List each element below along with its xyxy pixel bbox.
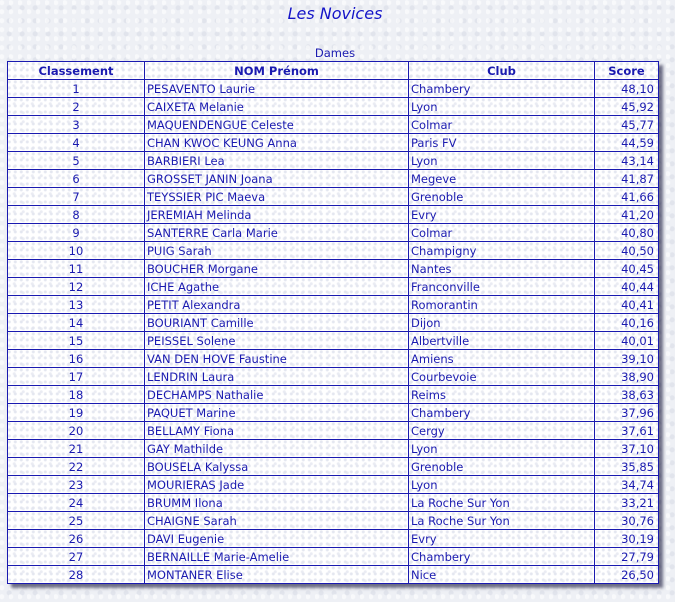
table-row (8, 422, 659, 440)
table-row (8, 296, 659, 314)
rank-cell: 8 (8, 206, 145, 224)
club-cell: Colmar (409, 116, 595, 134)
rank-cell: 3 (8, 116, 145, 134)
rank-cell: 22 (8, 458, 145, 476)
table-row (8, 206, 659, 224)
table-row (8, 332, 659, 350)
rank-cell: 4 (8, 134, 145, 152)
club-cell: Chambery (409, 80, 595, 98)
rank-cell: 20 (8, 422, 145, 440)
name-cell: BERNAILLE Marie-Amelie (145, 548, 409, 566)
club-cell: Megeve (409, 170, 595, 188)
score-cell: 40,45 (595, 260, 659, 278)
table-row (8, 458, 659, 476)
rank-cell: 10 (8, 242, 145, 260)
name-cell: CHAIGNE Sarah (145, 512, 409, 530)
club-cell: Nice (409, 566, 595, 584)
club-cell: Champigny (409, 242, 595, 260)
score-cell: 37,96 (595, 404, 659, 422)
score-cell: 45,77 (595, 116, 659, 134)
name-cell: PETIT Alexandra (145, 296, 409, 314)
rank-cell: 24 (8, 494, 145, 512)
table-row (8, 386, 659, 404)
rank-cell: 1 (8, 80, 145, 98)
rank-cell: 12 (8, 278, 145, 296)
score-cell: 33,21 (595, 494, 659, 512)
rank-cell: 9 (8, 224, 145, 242)
score-cell: 40,16 (595, 314, 659, 332)
name-cell: MAQUENDENGUE Celeste (145, 116, 409, 134)
score-cell: 48,10 (595, 80, 659, 98)
club-cell: Lyon (409, 98, 595, 116)
name-cell: BRUMM Ilona (145, 494, 409, 512)
header-classement: Classement (8, 62, 145, 80)
name-cell: LENDRIN Laura (145, 368, 409, 386)
score-cell: 41,20 (595, 206, 659, 224)
rank-cell: 15 (8, 332, 145, 350)
club-cell: Colmar (409, 224, 595, 242)
table-row (8, 494, 659, 512)
table-row (8, 260, 659, 278)
rank-cell: 18 (8, 386, 145, 404)
name-cell: PUIG Sarah (145, 242, 409, 260)
club-cell: Amiens (409, 350, 595, 368)
club-cell: Paris FV (409, 134, 595, 152)
table-row (8, 170, 659, 188)
score-cell: 30,19 (595, 530, 659, 548)
table-row (8, 134, 659, 152)
name-cell: MOURIERAS Jade (145, 476, 409, 494)
table-row (8, 476, 659, 494)
rank-cell: 6 (8, 170, 145, 188)
club-cell: Grenoble (409, 458, 595, 476)
rank-cell: 27 (8, 548, 145, 566)
name-cell: ICHE Agathe (145, 278, 409, 296)
score-cell: 40,01 (595, 332, 659, 350)
score-cell: 27,79 (595, 548, 659, 566)
rank-cell: 19 (8, 404, 145, 422)
name-cell: VAN DEN HOVE Faustine (145, 350, 409, 368)
score-cell: 40,50 (595, 242, 659, 260)
table-body (8, 80, 659, 584)
table-row (8, 152, 659, 170)
score-cell: 37,10 (595, 440, 659, 458)
table-row (8, 188, 659, 206)
name-cell: PESAVENTO Laurie (145, 80, 409, 98)
club-cell: La Roche Sur Yon (409, 512, 595, 530)
name-cell: BARBIERI Lea (145, 152, 409, 170)
score-cell: 40,41 (595, 296, 659, 314)
score-cell: 45,92 (595, 98, 659, 116)
results-table-container (7, 61, 659, 584)
club-cell: Grenoble (409, 188, 595, 206)
name-cell: JEREMIAH Melinda (145, 206, 409, 224)
club-cell: Courbevoie (409, 368, 595, 386)
rank-cell: 14 (8, 314, 145, 332)
rank-cell: 5 (8, 152, 145, 170)
table-row (8, 512, 659, 530)
club-cell: Reims (409, 386, 595, 404)
rank-cell: 2 (8, 98, 145, 116)
rank-cell: 11 (8, 260, 145, 278)
name-cell: CHAN KWOC KEUNG Anna (145, 134, 409, 152)
club-cell: Dijon (409, 314, 595, 332)
score-cell: 35,85 (595, 458, 659, 476)
table-row (8, 278, 659, 296)
score-cell: 26,50 (595, 566, 659, 584)
header-nom-prenom: NOM Prénom (145, 62, 409, 80)
name-cell: DAVI Eugenie (145, 530, 409, 548)
table-row (8, 98, 659, 116)
club-cell: Chambery (409, 548, 595, 566)
table-row (8, 440, 659, 458)
name-cell: BOUCHER Morgane (145, 260, 409, 278)
name-cell: GROSSET JANIN Joana (145, 170, 409, 188)
section-title: Dames (314, 46, 356, 60)
table-row (8, 548, 659, 566)
name-cell: PEISSEL Solene (145, 332, 409, 350)
score-cell: 40,44 (595, 278, 659, 296)
club-cell: Evry (409, 530, 595, 548)
name-cell: BOURIANT Camille (145, 314, 409, 332)
score-cell: 40,80 (595, 224, 659, 242)
rank-cell: 25 (8, 512, 145, 530)
rank-cell: 17 (8, 368, 145, 386)
header-score: Score (595, 62, 659, 80)
score-cell: 37,61 (595, 422, 659, 440)
club-cell: Chambery (409, 404, 595, 422)
score-cell: 41,66 (595, 188, 659, 206)
table-row (8, 224, 659, 242)
score-cell: 44,59 (595, 134, 659, 152)
score-cell: 39,10 (595, 350, 659, 368)
rank-cell: 16 (8, 350, 145, 368)
table-row (8, 116, 659, 134)
table-row (8, 404, 659, 422)
club-cell: Lyon (409, 440, 595, 458)
club-cell: Lyon (409, 152, 595, 170)
table-row (8, 566, 659, 584)
name-cell: CAIXETA Melanie (145, 98, 409, 116)
table-row (8, 242, 659, 260)
name-cell: DECHAMPS Nathalie (145, 386, 409, 404)
header-club: Club (409, 62, 595, 80)
table-row (8, 368, 659, 386)
rank-cell: 23 (8, 476, 145, 494)
page-title: Les Novices (287, 4, 383, 23)
club-cell: Franconville (409, 278, 595, 296)
club-cell: Evry (409, 206, 595, 224)
club-cell: Albertville (409, 332, 595, 350)
score-cell: 38,90 (595, 368, 659, 386)
name-cell: PAQUET Marine (145, 404, 409, 422)
table-row (8, 80, 659, 98)
name-cell: MONTANER Elise (145, 566, 409, 584)
rank-cell: 21 (8, 440, 145, 458)
name-cell: GAY Mathilde (145, 440, 409, 458)
club-cell: La Roche Sur Yon (409, 494, 595, 512)
club-cell: Lyon (409, 476, 595, 494)
score-cell: 38,63 (595, 386, 659, 404)
name-cell: BELLAMY Fiona (145, 422, 409, 440)
rank-cell: 7 (8, 188, 145, 206)
score-cell: 34,74 (595, 476, 659, 494)
score-cell: 41,87 (595, 170, 659, 188)
club-cell: Romorantin (409, 296, 595, 314)
results-table (7, 61, 659, 584)
name-cell: SANTERRE Carla Marie (145, 224, 409, 242)
club-cell: Nantes (409, 260, 595, 278)
table-row (8, 530, 659, 548)
table-row (8, 350, 659, 368)
score-cell: 30,76 (595, 512, 659, 530)
score-cell: 43,14 (595, 152, 659, 170)
club-cell: Cergy (409, 422, 595, 440)
table-header-row (8, 62, 659, 80)
rank-cell: 26 (8, 530, 145, 548)
rank-cell: 13 (8, 296, 145, 314)
table-row (8, 314, 659, 332)
name-cell: BOUSELA Kalyssa (145, 458, 409, 476)
rank-cell: 28 (8, 566, 145, 584)
name-cell: TEYSSIER PIC Maeva (145, 188, 409, 206)
